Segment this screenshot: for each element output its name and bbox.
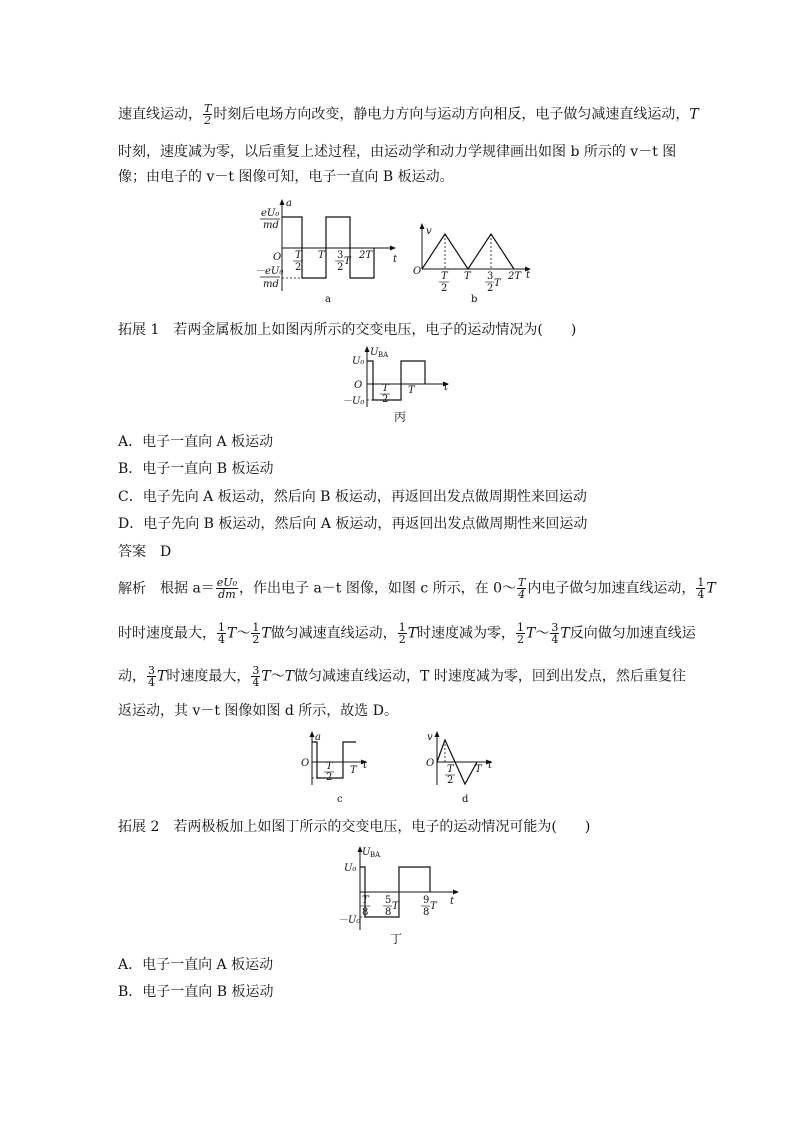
fig-b-tick-3half-den: 2 — [487, 283, 494, 294]
analysis-line-2: 时时速度最大， $\frac{1}{4}$ T～ $\frac{1}{2}$ T做匀减速直线运动， $\frac{1}{2}$ T时速度减为零， $\frac{1}{2}$ T～ $\frac{3}{4}$ T反向做匀加速直线运 — [118, 621, 696, 646]
fig-ding-t8-den: 8 — [362, 907, 369, 918]
figure-b-vt-graph — [412, 222, 537, 307]
fig-a-x-label: t — [393, 254, 398, 265]
ext1-answer: 答案 D — [118, 544, 172, 560]
fig-d-origin: O — [426, 758, 435, 769]
fig-bing-origin: O — [354, 380, 363, 391]
fig-a-tick-3half-T: T — [344, 256, 351, 267]
fig-bing-tick-half-num: T — [382, 383, 389, 394]
fig-bing-y-label: U — [370, 347, 379, 358]
figure-bing-voltage-graph — [340, 345, 460, 425]
fig-b-tick-half-num: T — [441, 271, 448, 282]
fig-a-neg-num: －eU₀ — [255, 266, 284, 277]
fig-ding-x-label: t — [450, 896, 455, 907]
fig-bing-pos: U₀ — [352, 356, 365, 367]
ext1-option-a[interactable]: A．电子一直向 A 板运动 — [118, 434, 274, 450]
fig-ding-pos: U₀ — [344, 863, 357, 874]
fraction-t-over-2: $\frac{T}{2}$ — [204, 102, 212, 127]
fig-d-tick-T: T — [475, 764, 482, 775]
analysis-line-3: 动， $\frac{3}{4}$ T时速度最大， $\frac{3}{4}$ T～T做匀减速直线运动，T 时速度减为零，回到出发点，然后重复往 — [118, 664, 686, 689]
fig-c-y-label: a — [315, 732, 321, 743]
fig-c-caption: c — [337, 794, 343, 805]
fig-b-origin: O — [413, 266, 422, 277]
fig-a-tick-half-den: 2 — [295, 262, 302, 273]
fig-ding-caption: 丁 — [390, 932, 403, 946]
fig-b-caption: b — [471, 294, 478, 305]
fig-bing-tick-half-den: 2 — [382, 394, 389, 405]
fig-b-x-label: t — [526, 270, 531, 281]
fig-ding-t58-num: 5 — [385, 895, 392, 906]
fig-d-y-label: v — [427, 732, 433, 743]
fig-d-x-label: t — [488, 760, 493, 771]
fig-b-tick-T: T — [464, 271, 471, 282]
fig-bing-caption: 丙 — [394, 410, 407, 424]
fig-d-caption: d — [462, 794, 469, 805]
fig-bing-tick-T: T — [408, 385, 415, 396]
fig-b-y-label: v — [426, 226, 432, 237]
fig-a-pos-num: eU₀ — [261, 208, 280, 219]
figure-ding-voltage-graph — [338, 845, 468, 950]
fig-a-tick-3half-num: 3 — [337, 250, 344, 261]
fig-a-pos-den: md — [263, 220, 279, 231]
fig-c-x-label: t — [363, 760, 368, 771]
fig-c-tick-half-den: 2 — [326, 772, 333, 783]
fig-c-origin: O — [301, 758, 310, 769]
ext1-option-c[interactable]: C．电子先向 A 板运动，然后向 B 板运动，再返回出发点做周期性来回运动 — [118, 489, 587, 505]
intro-line-1: 速直线运动， $\frac{T}{2}$ 时刻后电场方向改变，静电力方向与运动方向相反，电子做匀减速直线运动，T — [118, 102, 699, 127]
fig-a-neg-den: md — [263, 279, 279, 290]
figure-c-at-graph — [300, 730, 380, 808]
fig-b-tick-2T: 2T — [508, 271, 522, 282]
fig-d-tick-half-den: 2 — [447, 775, 454, 786]
fig-bing-y-sub: BA — [378, 351, 389, 359]
fig-bing-neg: －U₀ — [342, 396, 365, 407]
ext1-option-d[interactable]: D．电子先向 B 板运动，然后向 A 板运动，再返回出发点做周期性来回运动 — [118, 516, 588, 532]
figure-d-vt-graph — [425, 730, 505, 808]
figure-a-at-graph — [255, 196, 405, 306]
ext1-title: 拓展 1 若两金属板加上如图丙所示的交变电压，电子的运动情况为( ) — [118, 322, 577, 338]
fig-bing-x-label: t — [444, 382, 449, 393]
analysis-line-4: 返运动，其 v－t 图像如图 d 所示，故选 D。 — [118, 703, 398, 719]
intro-line-2: 时刻，速度减为零，以后重复上述过程，由运动学和动力学规律画出如图 b 所示的 v－t 图 — [118, 144, 677, 160]
fig-ding-t8-num: T — [362, 895, 369, 906]
intro-line-3: 像；由电子的 v－t 图像可知，电子一直向 B 板运动。 — [118, 169, 454, 185]
fig-a-tick-2T: 2T — [359, 250, 373, 261]
ext2-option-b[interactable]: B．电子一直向 B 板运动 — [118, 984, 274, 1000]
fig-c-tick-half-num: T — [326, 761, 333, 772]
fig-d-tick-half-num: T — [447, 764, 454, 775]
ext2-option-a[interactable]: A．电子一直向 A 板运动 — [118, 957, 274, 973]
fig-b-tick-half-den: 2 — [441, 283, 448, 294]
ext2-title: 拓展 2 若两极板加上如图丁所示的交变电压，电子的运动情况可能为( ) — [118, 819, 591, 835]
fig-a-caption: a — [325, 294, 331, 305]
fig-a-tick-half-num: T — [295, 250, 302, 261]
ext1-option-b[interactable]: B．电子一直向 B 板运动 — [118, 461, 274, 477]
fig-ding-tick-T58: T — [392, 901, 399, 912]
fig-ding-t98-den: 8 — [423, 907, 430, 918]
fig-a-tick-3half-den: 2 — [337, 262, 344, 273]
fig-ding-tick-T98: T — [430, 901, 437, 912]
analysis-line-1: 解析 根据 a＝ $\frac{\text{eU₀}}{dm}$ ，作出电子 a－t 图像，如图 c 所示，在 0～ $\frac{T}{4}$ 内电子做匀加速直线运动， $\frac{1}{4}$ T — [118, 576, 716, 601]
fig-c-tick-T: T — [350, 765, 357, 776]
fig-b-tick-3half-T: T — [494, 278, 501, 289]
fig-a-origin: O — [273, 252, 282, 263]
fig-ding-neg: －U₀ — [338, 915, 361, 926]
fig-ding-y-label: U — [362, 847, 371, 858]
fig-b-tick-3half-num: 3 — [487, 271, 494, 282]
fig-ding-t58-den: 8 — [385, 907, 392, 918]
fig-ding-y-sub: BA — [370, 851, 381, 859]
fig-a-y-label: a — [286, 198, 292, 209]
fig-ding-t98-num: 9 — [423, 895, 430, 906]
fig-a-tick-T: T — [318, 250, 325, 261]
